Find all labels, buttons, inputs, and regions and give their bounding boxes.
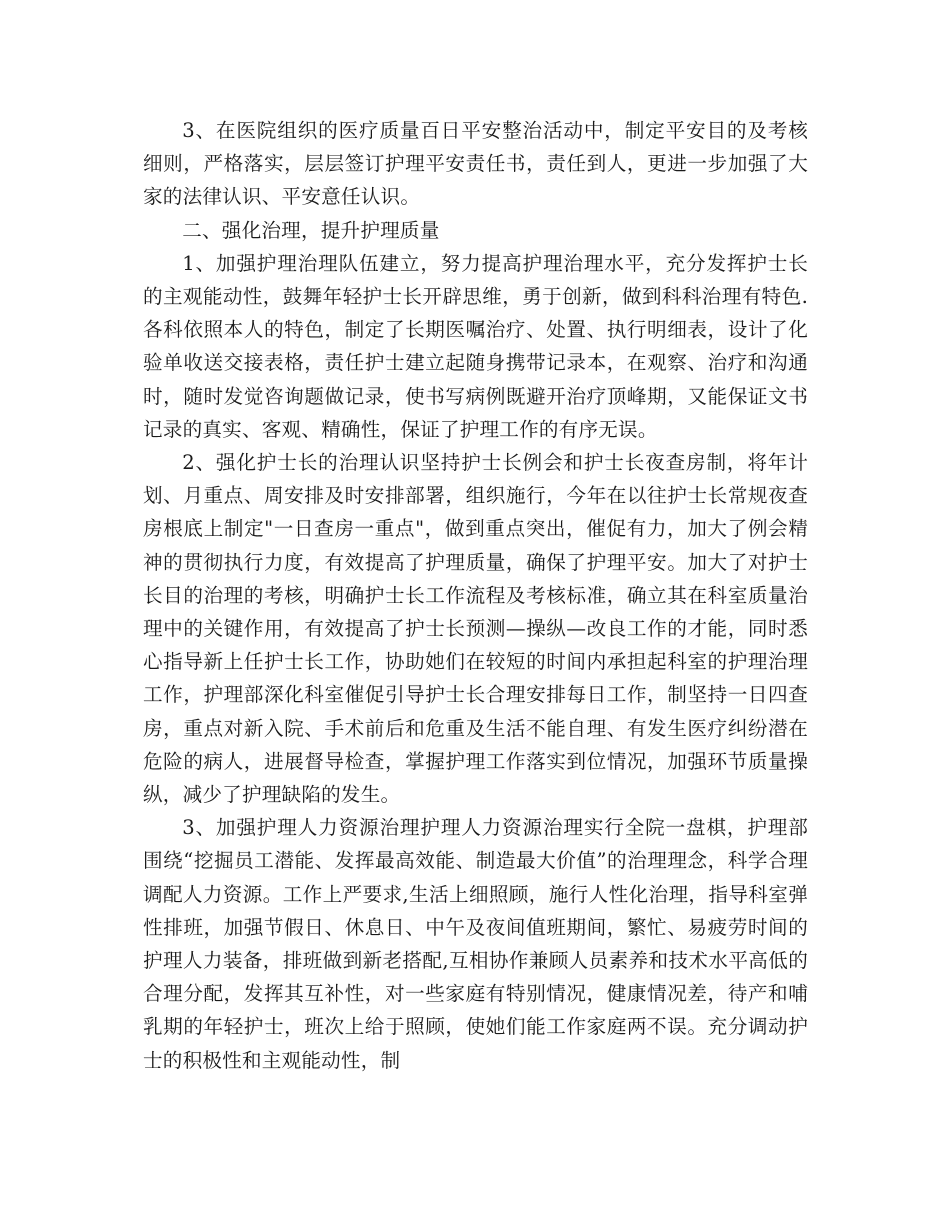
paragraph-team-building: 1、加强护理治理队伍建立，努力提高护理治理水平，充分发挥护士长的主观能动性，鼓舞年轻护士长开辟思维，勇于创新，做到科科治理有特色.各科依照本人的特色，制定了长期医嘱治疗、处置、执行明细表，设计了化验单收送交接表格，责任护士建立起随身携带记录本，在观察、治疗和沟通时，随时发觉咨询题做记录，使书写病例既避开治疗顶峰期，又能保证文书记录的真实、客观、精确性，保证了护理工作的有序无误。 (143, 251, 808, 441)
document-body (143, 114, 808, 1077)
paragraph-safety-measures: 3、在医院组织的医疗质量百日平安整治活动中，制定平安目的及考核细则，严格落实，层层签订护理平安责任书，责任到人，更进一步加强了大家的法律认识、平安意任认识。 (143, 119, 808, 209)
paragraph-human-resources: 3、加强护理人力资源治理护理人力资源治理实行全院一盘棋，护理部围绕“挖掘员工潜能、发挥最高效能、制造最大价值”的治理理念，科学合理调配人力资源。工作上严要求,生活上细照顾，施行人性化治理，指导科室弹性排班，加强节假日、休息日、中午及夜间值班期间，繁忙、易疲劳时间的护理人力装备，排班做到新老搭配,互相协作兼顾人员素养和技术水平高低的合理分配，发挥其互补性，对一些家庭有特别情况，健康情况差，待产和哺乳期的年轻护士，班次上给于照顾，使她们能工作家庭两不误。充分调动护士的积极性和主观能动性，制 (143, 816, 808, 1072)
section-heading: 二、强化治理，提升护理质量 (182, 218, 440, 242)
paragraph-head-nurse-management: 2、强化护士长的治理认识坚持护士长例会和护士长夜查房制，将年计划、月重点、周安排及时安排部署，组织施行，今年在以往护士长常规夜查房根底上制定"一日查房一重点"，做到重点突出，催促有力，加大了例会精神的贯彻执行力度，有效提高了护理质量，确保了护理平安。加大了对护士长目的治理的考核，明确护士长工作流程及考核标准，确立其在科室质量治理中的关键作用，有效提高了护士长预测—操纵—改良工作的才能，同时悉心指导新上任护士长工作，协助她们在较短的时间内承担起科室的护理治理工作，护理部深化科室催促引导护士长合理安排每日工作，制坚持一日四查房，重点对新入院、手术前后和危重及生活不能自理、有发生医疗纠纷潜在危险的病人，进展督导检查，掌握护理工作落实到位情况，加强环节质量操纵，减少了护理缺陷的发生。 (143, 451, 808, 807)
